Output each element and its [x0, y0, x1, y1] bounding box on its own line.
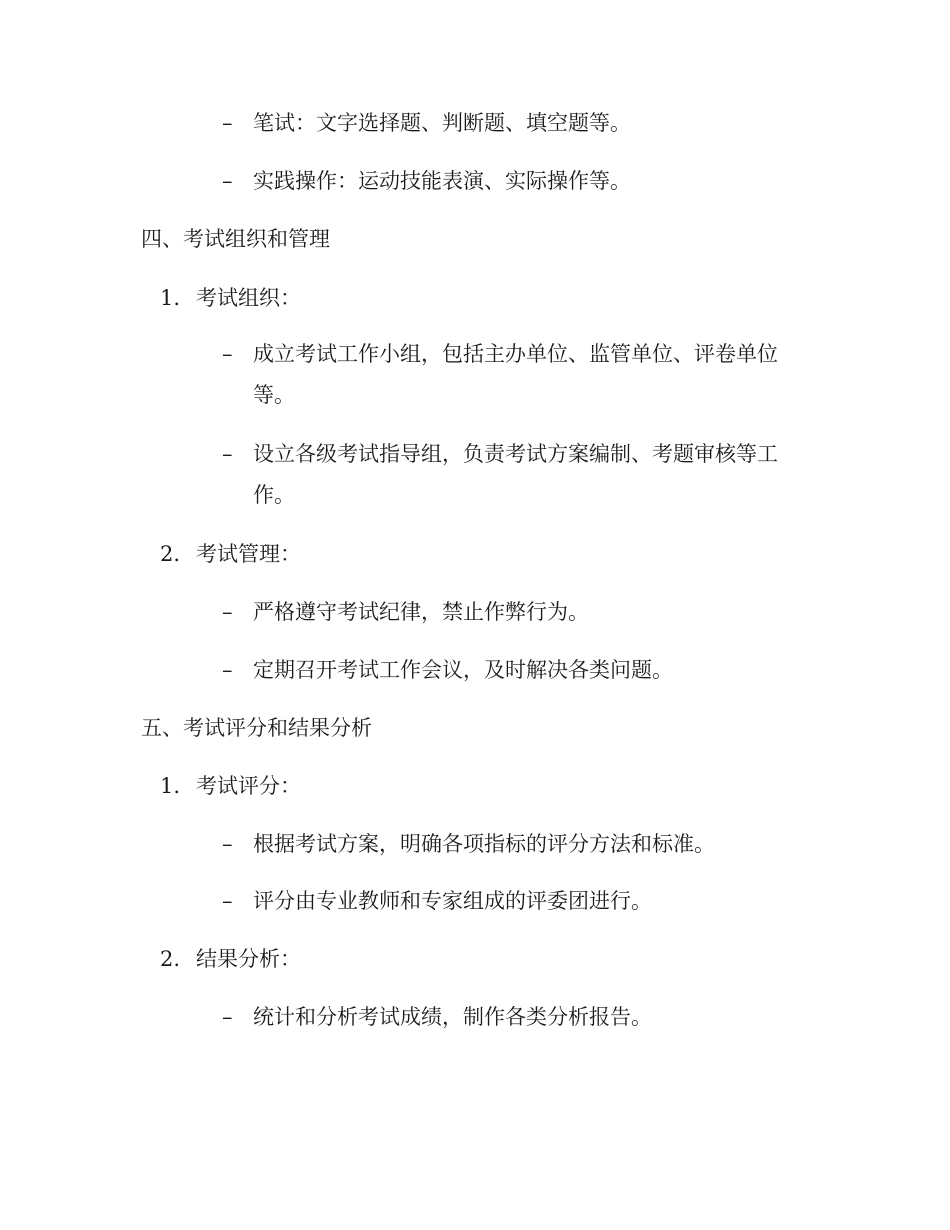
list-item-title: 考试管理：: [196, 542, 301, 566]
list-number: 2.: [160, 542, 181, 566]
bullet-text: 实践操作：运动技能表演、实际操作等。: [253, 169, 631, 193]
bullet-text: 设立各级考试指导组，负责考试方案编制、考题审核等工: [253, 442, 778, 466]
bullet-text: 统计和分析考试成绩，制作各类分析报告。: [253, 1005, 652, 1029]
bullet-marker: –: [222, 169, 233, 193]
bullet-text: 定期召开考试工作会议，及时解决各类问题。: [253, 658, 673, 682]
bullet-text-continuation: 等。: [253, 383, 295, 407]
bullet-marker: –: [222, 442, 233, 466]
section-heading: 四、考试组织和管理: [141, 227, 330, 251]
section-heading: 五、考试评分和结果分析: [141, 716, 372, 740]
bullet-marker: –: [222, 832, 233, 856]
bullet-text: 笔试：文字选择题、判断题、填空题等。: [253, 111, 631, 135]
bullet-marker: –: [222, 889, 233, 913]
list-item-title: 考试评分：: [196, 774, 301, 798]
bullet-marker: –: [222, 1005, 233, 1029]
list-number: 2.: [160, 947, 181, 971]
bullet-marker: –: [222, 342, 233, 366]
bullet-marker: –: [222, 111, 233, 135]
bullet-text: 成立考试工作小组，包括主办单位、监管单位、评卷单位: [253, 342, 778, 366]
bullet-marker: –: [222, 600, 233, 624]
bullet-text: 评分由专业教师和专家组成的评委团进行。: [253, 889, 652, 913]
list-number: 1.: [160, 774, 181, 798]
list-number: 1.: [160, 286, 181, 310]
bullet-marker: –: [222, 658, 233, 682]
bullet-text: 根据考试方案，明确各项指标的评分方法和标准。: [253, 832, 715, 856]
bullet-text: 严格遵守考试纪律，禁止作弊行为。: [253, 600, 589, 624]
list-item-title: 结果分析：: [196, 947, 301, 971]
list-item-title: 考试组织：: [196, 286, 301, 310]
bullet-text-continuation: 作。: [253, 483, 295, 507]
